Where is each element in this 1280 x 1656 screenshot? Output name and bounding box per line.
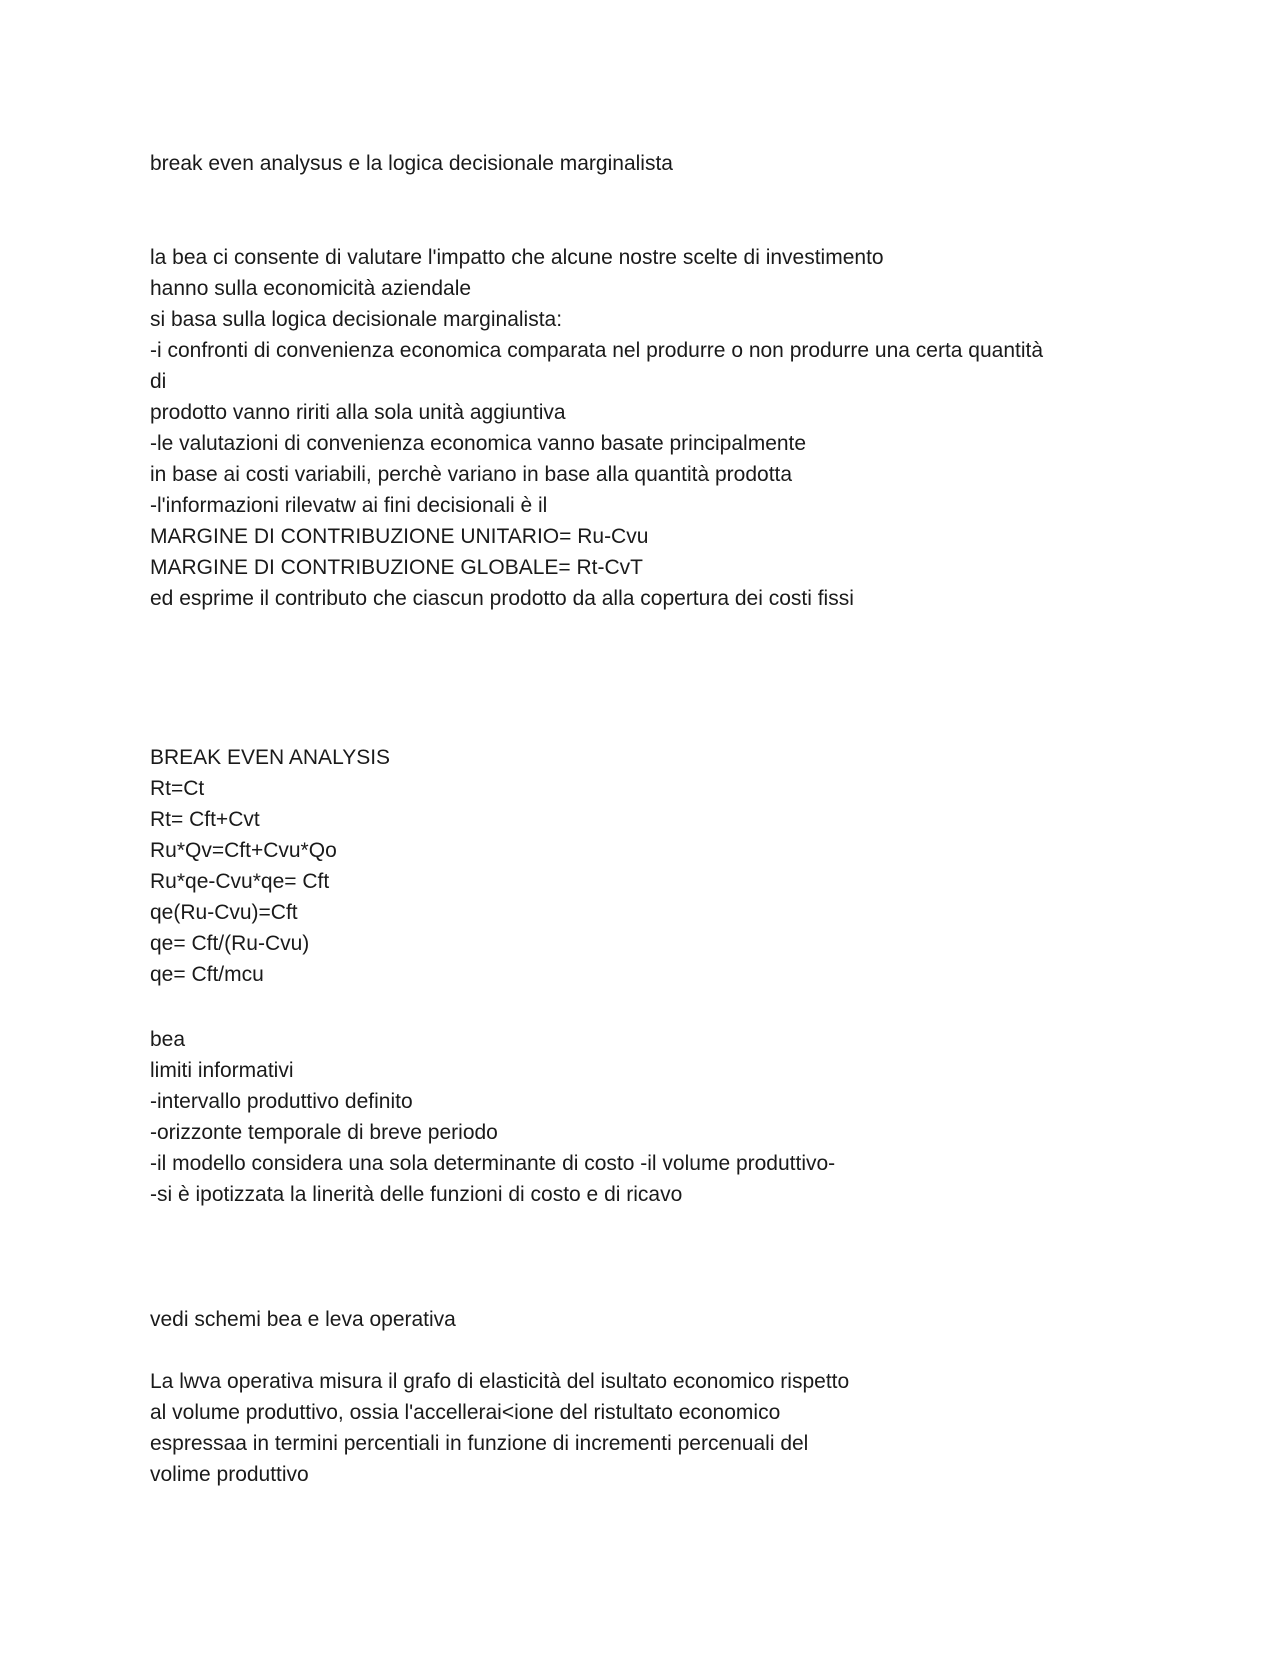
text-line: vedi schemi bea e leva operativa	[150, 1308, 456, 1331]
formula-line: qe= Cft/mcu	[150, 963, 264, 986]
text-line: in base ai costi variabili, perchè variano in base alla quantità prodotta	[150, 463, 793, 486]
list-item: -il modello considera una sola determinante di costo -il volume produttivo-	[150, 1152, 836, 1175]
formula-line: Ru*Qv=Cft+Cvu*Qo	[150, 839, 337, 862]
text-line: limiti informativi	[150, 1059, 294, 1082]
see-also-note	[150, 1304, 1150, 1335]
text-line: di	[150, 370, 167, 393]
text-line: la bea ci consente di valutare l'impatto che alcune nostre scelte di investimento	[150, 246, 884, 269]
text-line: bea	[150, 1028, 186, 1051]
text-line: hanno sulla economicità aziendale	[150, 277, 472, 300]
text-line: espressaa in termini percentiali in funzione di incrementi percenuali del	[150, 1432, 809, 1455]
formula-line: Rt= Cft+Cvt	[150, 808, 260, 831]
document-title-block	[150, 148, 1150, 179]
formula-line: qe(Ru-Cvu)=Cft	[150, 901, 298, 924]
text-line: MARGINE DI CONTRIBUZIONE UNITARIO= Ru-Cvu	[150, 525, 649, 548]
text-line: MARGINE DI CONTRIBUZIONE GLOBALE= Rt-CvT	[150, 556, 643, 579]
formula-line: Ru*qe-Cvu*qe= Cft	[150, 870, 330, 893]
section-heading: BREAK EVEN ANALYSIS	[150, 746, 391, 769]
intro-paragraph	[150, 242, 1150, 614]
leva-operativa-paragraph	[150, 1366, 1150, 1490]
document-title: break even analysus e la logica decisionale marginalista	[150, 152, 673, 175]
text-line: -l'informazioni rilevatw ai fini decisionali è il	[150, 494, 548, 517]
list-item: -orizzonte temporale di breve periodo	[150, 1121, 498, 1144]
list-item: -intervallo produttivo definito	[150, 1090, 413, 1113]
text-line: al volume produttivo, ossia l'accellerai<ione del ristultato economico	[150, 1401, 781, 1424]
text-line: La lwva operativa misura il grafo di elasticità del isultato economico rispetto	[150, 1370, 850, 1393]
break-even-formulas	[150, 742, 1150, 990]
limits-list	[150, 1024, 1150, 1210]
text-line: ed esprime il contributo che ciascun prodotto da alla copertura dei costi fissi	[150, 587, 854, 610]
list-item: -si è ipotizzata la linerità delle funzioni di costo e di ricavo	[150, 1183, 683, 1206]
text-line: volime produttivo	[150, 1463, 309, 1486]
text-line: -i confronti di convenienza economica comparata nel produrre o non produrre una certa quantità	[150, 339, 1044, 362]
text-line: -le valutazioni di convenienza economica vanno basate principalmente	[150, 432, 807, 455]
formula-line: Rt=Ct	[150, 777, 205, 800]
text-line: si basa sulla logica decisionale marginalista:	[150, 308, 563, 331]
formula-line: qe= Cft/(Ru-Cvu)	[150, 932, 310, 955]
text-line: prodotto vanno ririti alla sola unità aggiuntiva	[150, 401, 566, 424]
